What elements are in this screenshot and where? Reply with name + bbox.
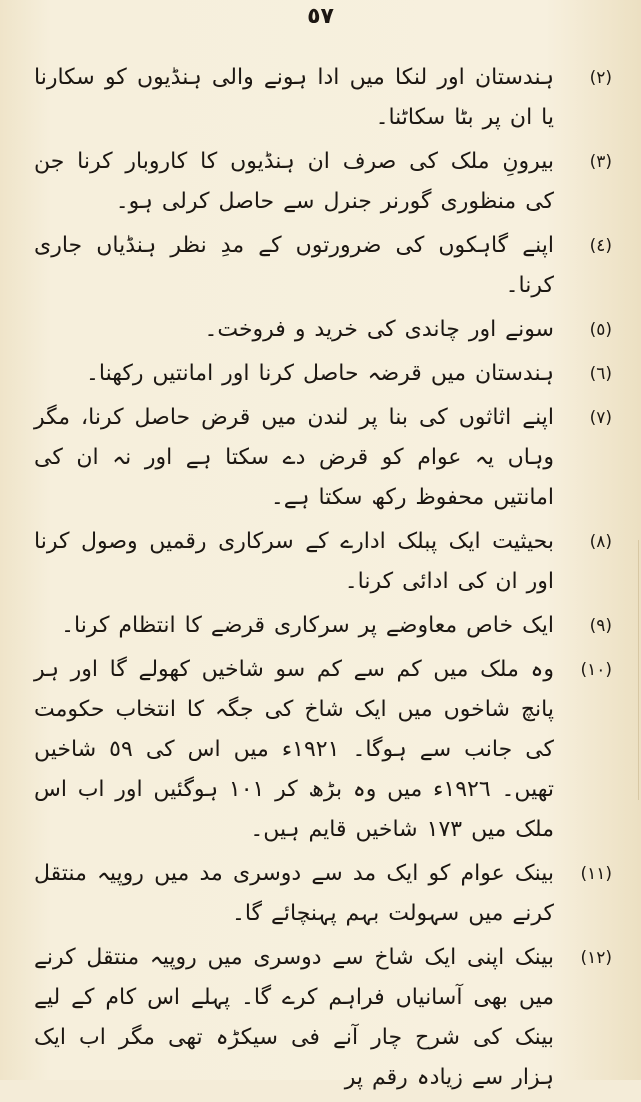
list-item — [34, 58, 612, 138]
item-number: (١٢) — [580, 948, 612, 968]
list-item — [34, 938, 612, 1098]
item-number: (٩) — [589, 616, 612, 636]
item-number: (٣) — [589, 152, 612, 172]
list-item — [34, 398, 612, 518]
item-number: (٢) — [589, 68, 612, 88]
numbered-list — [34, 58, 612, 1102]
item-text: ہندستان میں قرضہ حاصل کرنا اور امانتیں رکھنا۔ — [85, 361, 554, 386]
item-number: (١٠) — [580, 660, 612, 680]
item-text: بیرونِ ملک کی صرف ان ہنڈیوں کا کاروبار کرنا جن کی منظوری گورنر جنرل سے حاصل کرلی ہو۔ — [34, 149, 554, 214]
item-text: سونے اور چاندی کی خرید و فروخت۔ — [204, 317, 554, 342]
item-text: اپنے گاہکوں کی ضرورتوں کے مدِ نظر ہنڈیاں جاری کرنا۔ — [34, 233, 554, 298]
list-item — [34, 650, 612, 850]
item-text: ہندستان اور لنکا میں ادا ہونے والی ہنڈیوں کو سکارنا یا ان پر بٹا سکاٹنا۔ — [34, 65, 554, 130]
item-text: بینک عوام کو ایک مد سے دوسری مد میں روپیہ منتقل کرنے میں سہولت بہم پہنچائے گا۔ — [34, 861, 554, 926]
item-text: اپنے اثاثوں کی بنا پر لندن میں قرض حاصل کرنا، مگر وہاں یہ عوام کو قرض دے سکتا ہے اور نہ ان کی امانتیں محفوظ رکھ سکتا ہے۔ — [34, 405, 554, 510]
list-item — [34, 606, 612, 646]
item-number: (٤) — [589, 236, 612, 256]
item-number: (٥) — [589, 320, 612, 340]
item-text: وہ ملک میں کم سے کم سو شاخیں کھولے گا اور ہر پانچ شاخوں میں ایک شاخ کی جگہ کا انتخاب حکومت کی جانب سے ہوگا۔ ١٩٢١ء میں اس کی ٥٩ شاخیں تھیں۔ ١٩٢٦ء میں وہ بڑھ کر ١٠١ ہوگئیں اور اب اس ملک میں ١٧٣ شاخیں قایم ہیں۔ — [34, 657, 555, 842]
item-number: (٦) — [589, 364, 612, 384]
list-item — [34, 226, 612, 306]
item-number: (١١) — [580, 864, 612, 884]
item-text: ایک خاص معاوضے پر سرکاری قرضے کا انتظام کرنا۔ — [61, 613, 554, 638]
page-edge-mark — [628, 540, 639, 800]
list-item — [34, 354, 612, 394]
item-number: (٧) — [589, 408, 612, 428]
item-text: بحیثیت ایک پبلک ادارے کے سرکاری رقمیں وصول کرنا اور ان کی ادائی کرنا۔ — [34, 529, 554, 594]
page-number: ٥٧ — [307, 4, 334, 29]
list-item — [34, 522, 612, 602]
item-number: (٨) — [589, 532, 612, 552]
list-item — [34, 854, 612, 934]
list-item — [34, 142, 612, 222]
list-item — [34, 310, 612, 350]
item-text: بینک اپنی ایک شاخ سے دوسری میں روپیہ منتقل کرنے میں بھی آسانیاں فراہم کرے گا۔ پہلے اس کام کے لیے بینک کی شرح چار آنے فی سیکڑہ تھی مگر اب ایک ہزار سے زیادہ رقم پر — [34, 945, 554, 1090]
